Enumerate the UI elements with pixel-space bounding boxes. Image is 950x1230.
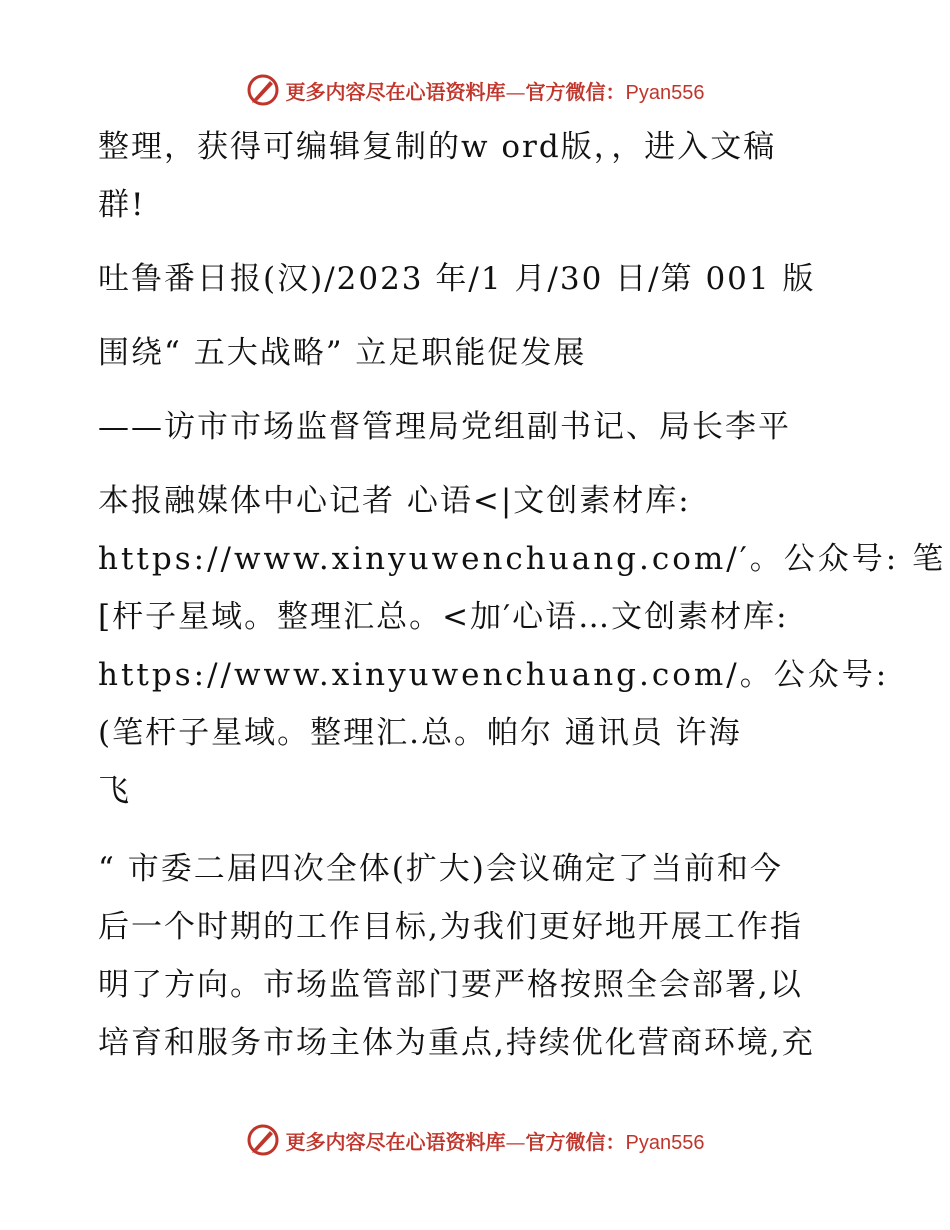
banner-separator: —: [505, 79, 526, 104]
banner-wechat-label: 官方微信：: [525, 1129, 626, 1154]
paragraph-line-2: 后一个时期的工作目标,为我们更好地开展工作指: [98, 909, 803, 945]
byline-line-5: (笔杆子星域。整理汇.总。帕尔 通讯员 许海: [98, 715, 742, 751]
paragraph-line-3: 明了方向。市场监管部门要严格按照全会部署,以: [98, 967, 803, 1003]
paragraph-line-4: 培育和服务市场主体为重点,持续优化营商环境,充: [98, 1025, 815, 1061]
paragraph-line-1: “ 市委二届四次全体(扩大)会议确定了当前和今: [98, 851, 783, 887]
banner-text: [286, 76, 705, 105]
byline-line-3: [杆子星域。整理汇总。<加′心语…文创素材库:: [98, 599, 789, 635]
byline-line-2: https://www.xinyuwenchuang.com/′。公众号: 笔: [98, 541, 947, 577]
header-banner: [0, 70, 950, 110]
footer-banner: [0, 1120, 950, 1160]
article-subtitle: ——访市市场监督管理局党组副书记、局长李平: [98, 409, 791, 445]
byline-line-4: https://www.xinyuwenchuang.com/。公众号:: [98, 657, 890, 693]
banner-wechat-id: Pyan556: [625, 1131, 705, 1154]
quill-pen-logo-icon: [246, 73, 280, 107]
text-line-1: 整理，获得可编辑复制的w ord版，，进入文稿: [98, 129, 777, 165]
banner-wechat-id: Pyan556: [625, 81, 705, 104]
banner-wechat-label: 官方微信：: [525, 79, 626, 104]
text-line-2: 群!: [98, 187, 146, 223]
byline-line-1: 本报融媒体中心记者 心语<|文创素材库:: [98, 483, 691, 519]
banner-slogan: 更多内容尽在心语资料库: [285, 1129, 506, 1154]
banner-slogan: 更多内容尽在心语资料库: [285, 79, 506, 104]
publication-info: 吐鲁番日报(汉)/2023 年/1 月/30 日/第 001 版: [98, 261, 816, 297]
quill-pen-logo-icon: [246, 1123, 280, 1157]
byline-line-6: 飞: [98, 773, 131, 809]
document-body: [98, 118, 947, 1072]
banner-text: [286, 1126, 705, 1155]
banner-separator: —: [505, 1129, 526, 1154]
article-title: 围绕“ 五大战略” 立足职能促发展: [98, 335, 587, 371]
